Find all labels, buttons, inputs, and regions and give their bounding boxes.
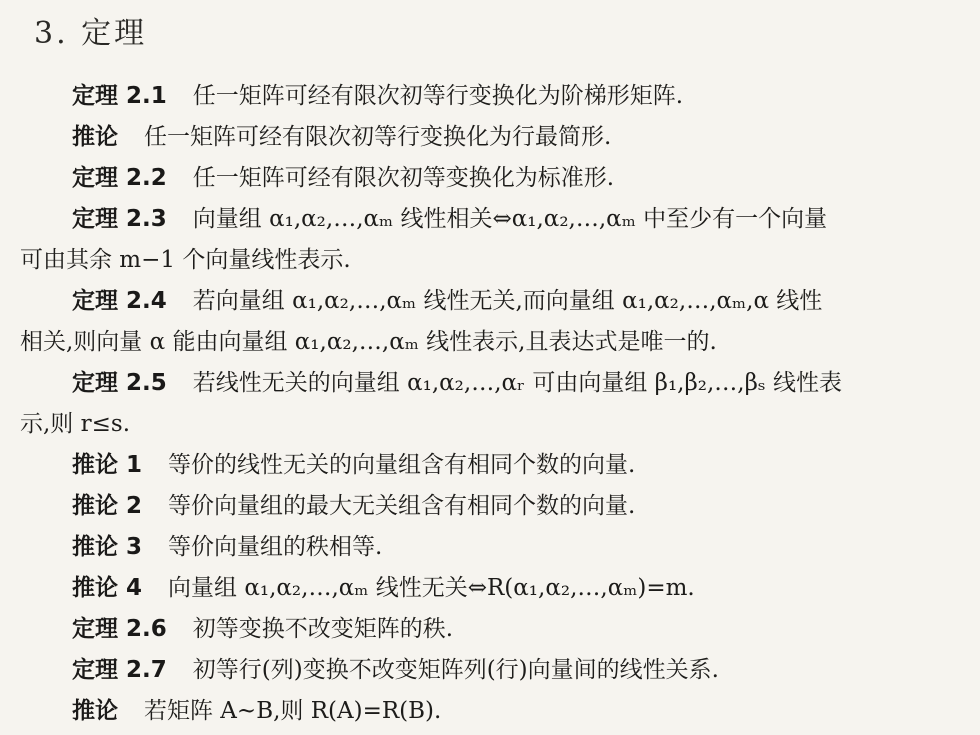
- theorem-text: 任一矩阵可经有限次初等变换化为标准形.: [192, 165, 615, 191]
- theorem-line: [20, 158, 965, 199]
- theorem-line: [20, 363, 965, 404]
- corollary-label: 推论 1: [72, 452, 143, 478]
- theorem-line: [20, 199, 965, 240]
- theorem-line: [20, 76, 965, 117]
- theorem-2-3: [20, 199, 965, 281]
- theorem-text: 初等变换不改变矩阵的秩.: [192, 616, 454, 642]
- theorem-line: [20, 486, 965, 527]
- theorem-line: [20, 117, 965, 158]
- theorem-text: 初等行(列)变换不改变矩阵列(行)向量间的线性关系.: [192, 657, 719, 683]
- theorem-continuation-line: 相关,则向量 α 能由向量组 α₁,α₂,…,αₘ 线性表示,且表达式是唯一的.: [20, 329, 717, 355]
- theorem-text: 任一矩阵可经有限次初等行变换化为阶梯形矩阵.: [192, 83, 684, 109]
- section-number: 3.: [34, 16, 69, 51]
- theorem-2-7: [20, 650, 965, 691]
- theorem-text: 向量组 α₁,α₂,…,αₘ 线性相关⇔α₁,α₂,…,αₘ 中至少有一个向量: [192, 206, 828, 232]
- corollary-3: [20, 527, 965, 568]
- corollary-text: 等价向量组的最大无关组含有相同个数的向量.: [168, 493, 636, 519]
- corollary-2-1: [20, 117, 965, 158]
- theorem-label: 定理 2.7: [72, 657, 167, 683]
- theorem-line: [20, 691, 965, 732]
- theorem-2-5: [20, 363, 965, 445]
- theorem-label: 定理 2.2: [72, 165, 167, 191]
- theorem-2-2: [20, 158, 965, 199]
- section-heading: [34, 8, 147, 52]
- theorem-line: [20, 609, 965, 650]
- corollary-label: 推论 3: [72, 534, 143, 560]
- corollary-label: 推论 4: [72, 575, 143, 601]
- corollary-1: [20, 445, 965, 486]
- corollary-text: 若矩阵 A~B,则 R(A)=R(B).: [144, 698, 442, 724]
- theorem-label: 定理 2.5: [72, 370, 167, 396]
- theorem-label: 定理 2.3: [72, 206, 167, 232]
- theorem-text: 若线性无关的向量组 α₁,α₂,…,αᵣ 可由向量组 β₁,β₂,…,βₛ 线性表: [192, 370, 842, 396]
- theorem-line: [20, 527, 965, 568]
- theorem-line: [20, 281, 965, 322]
- theorem-line: [20, 568, 965, 609]
- corollary-label: 推论 2: [72, 493, 143, 519]
- theorem-label: 定理 2.1: [72, 83, 167, 109]
- corollary-text: 向量组 α₁,α₂,…,αₘ 线性无关⇔R(α₁,α₂,…,αₘ)=m.: [168, 575, 695, 601]
- theorem-line: [20, 445, 965, 486]
- corollary-text: 等价向量组的秩相等.: [168, 534, 383, 560]
- corollary-2: [20, 486, 965, 527]
- section-title: 定理: [81, 16, 148, 51]
- theorem-text: 若向量组 α₁,α₂,…,αₘ 线性无关,而向量组 α₁,α₂,…,αₘ,α 线性: [192, 288, 823, 314]
- theorem-continuation-line: 可由其余 m−1 个向量线性表示.: [20, 247, 351, 273]
- theorem-line: [20, 650, 965, 691]
- corollary-label: 推论: [72, 698, 118, 724]
- theorem-label: 定理 2.4: [72, 288, 167, 314]
- theorem-label: 定理 2.6: [72, 616, 167, 642]
- theorem-continuation-line: 示,则 r≤s.: [20, 411, 131, 437]
- corollary-4: [20, 568, 965, 609]
- theorem-2-6: [20, 609, 965, 650]
- corollary-text: 任一矩阵可经有限次初等行变换化为行最简形.: [144, 124, 612, 150]
- corollary-label: 推论: [72, 124, 118, 150]
- corollary-2-7: [20, 691, 965, 732]
- theorem-2-1: [20, 76, 965, 117]
- corollary-text: 等价的线性无关的向量组含有相同个数的向量.: [168, 452, 636, 478]
- theorem-2-4: [20, 281, 965, 363]
